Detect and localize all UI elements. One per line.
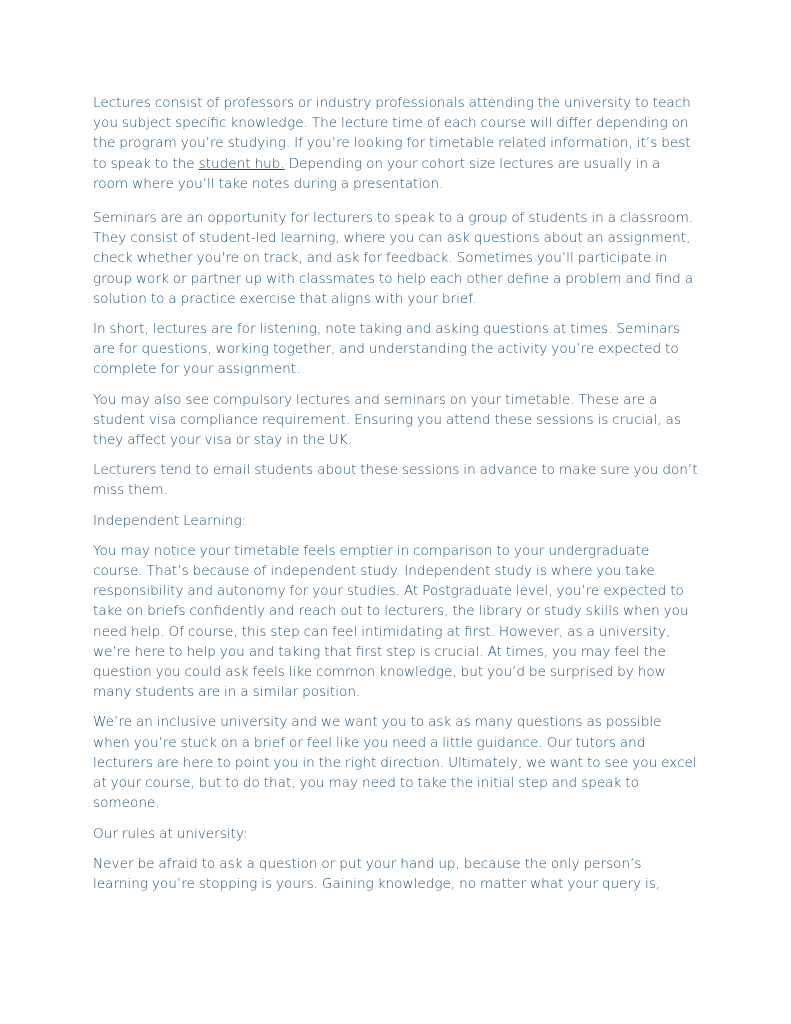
inclusive-paragraph: We’re an inclusive university and we want you to ask as many questions as possible when you’re stuck on a brief or feel like you need a little guidance. Our tutors and lecturers are here to point you in the right direction. Ultimately, we want to see you excel at your course, but to do that, you may need to take the initial step and speak to someone.	[93, 714, 697, 812]
student-hub-link[interactable]: student hub.	[198, 155, 285, 172]
lectures-paragraph	[93, 93, 699, 194]
in-short-paragraph: In short, lectures are for listening, note taking and asking questions at times. Seminars are for questions, working together, and understanding the activity you’re expected to complete for your assignment.	[93, 321, 680, 378]
lectures-text-start: Lectures consist of professors or industry professionals attending the university to teach you subject specific knowledge. The lecture time of each course will differ depending on the program you’re studying. If you’re looking for timetable related information, it’s best to speak to the	[93, 95, 691, 172]
seminars-paragraph: Seminars are an opportunity for lecturers to speak to a group of students in a classroom. They consist of student-led learning, where you can ask questions about an assignment, check whether you're on track, and ask for feedback. Sometimes you’ll participate in group work or partner up with classmates to help each other define a problem and find a solution to a practice exercise that aligns with your brief.	[93, 210, 694, 307]
independent-learning-paragraph: You may notice your timetable feels emptier in comparison to your undergraduate course. That’s because of independent study. Independent study is where you take responsibility and autonomy for your studies. At Postgraduate level, you’re expected to take on briefs confidently and reach out to lecturers, the library or study skills when you need help. Of course, this step can feel intimidating at first. However, as a university, we’re here to help you and taking that first step is crucial. At times, you may feel the question you could ask feels like common knowledge, but you’d be surprised by how many students are in a similar position.	[93, 542, 689, 701]
compulsory-paragraph: You may also see compulsory lectures and seminars on your timetable. These are a student visa compliance requirement. Ensuring you attend these sessions is crucial, as they affect your visa or stay in the UK.	[93, 391, 681, 449]
lectures-text-end: Depending on your cohort size lectures are usually in a room where you’ll take notes during a presentation.	[93, 155, 661, 192]
document-page	[93, 93, 699, 904]
rules-heading: Our rules at university:	[93, 825, 248, 842]
email-paragraph: Lecturers tend to email students about these sessions in advance to make sure you don’t miss them.	[93, 462, 698, 499]
independent-learning-heading: Independent Learning:	[93, 512, 247, 529]
rules-paragraph: Never be afraid to ask a question or put your hand up, because the only person’s learning you’re stopping is yours. Gaining knowledge, no matter what your query is,	[93, 855, 661, 892]
